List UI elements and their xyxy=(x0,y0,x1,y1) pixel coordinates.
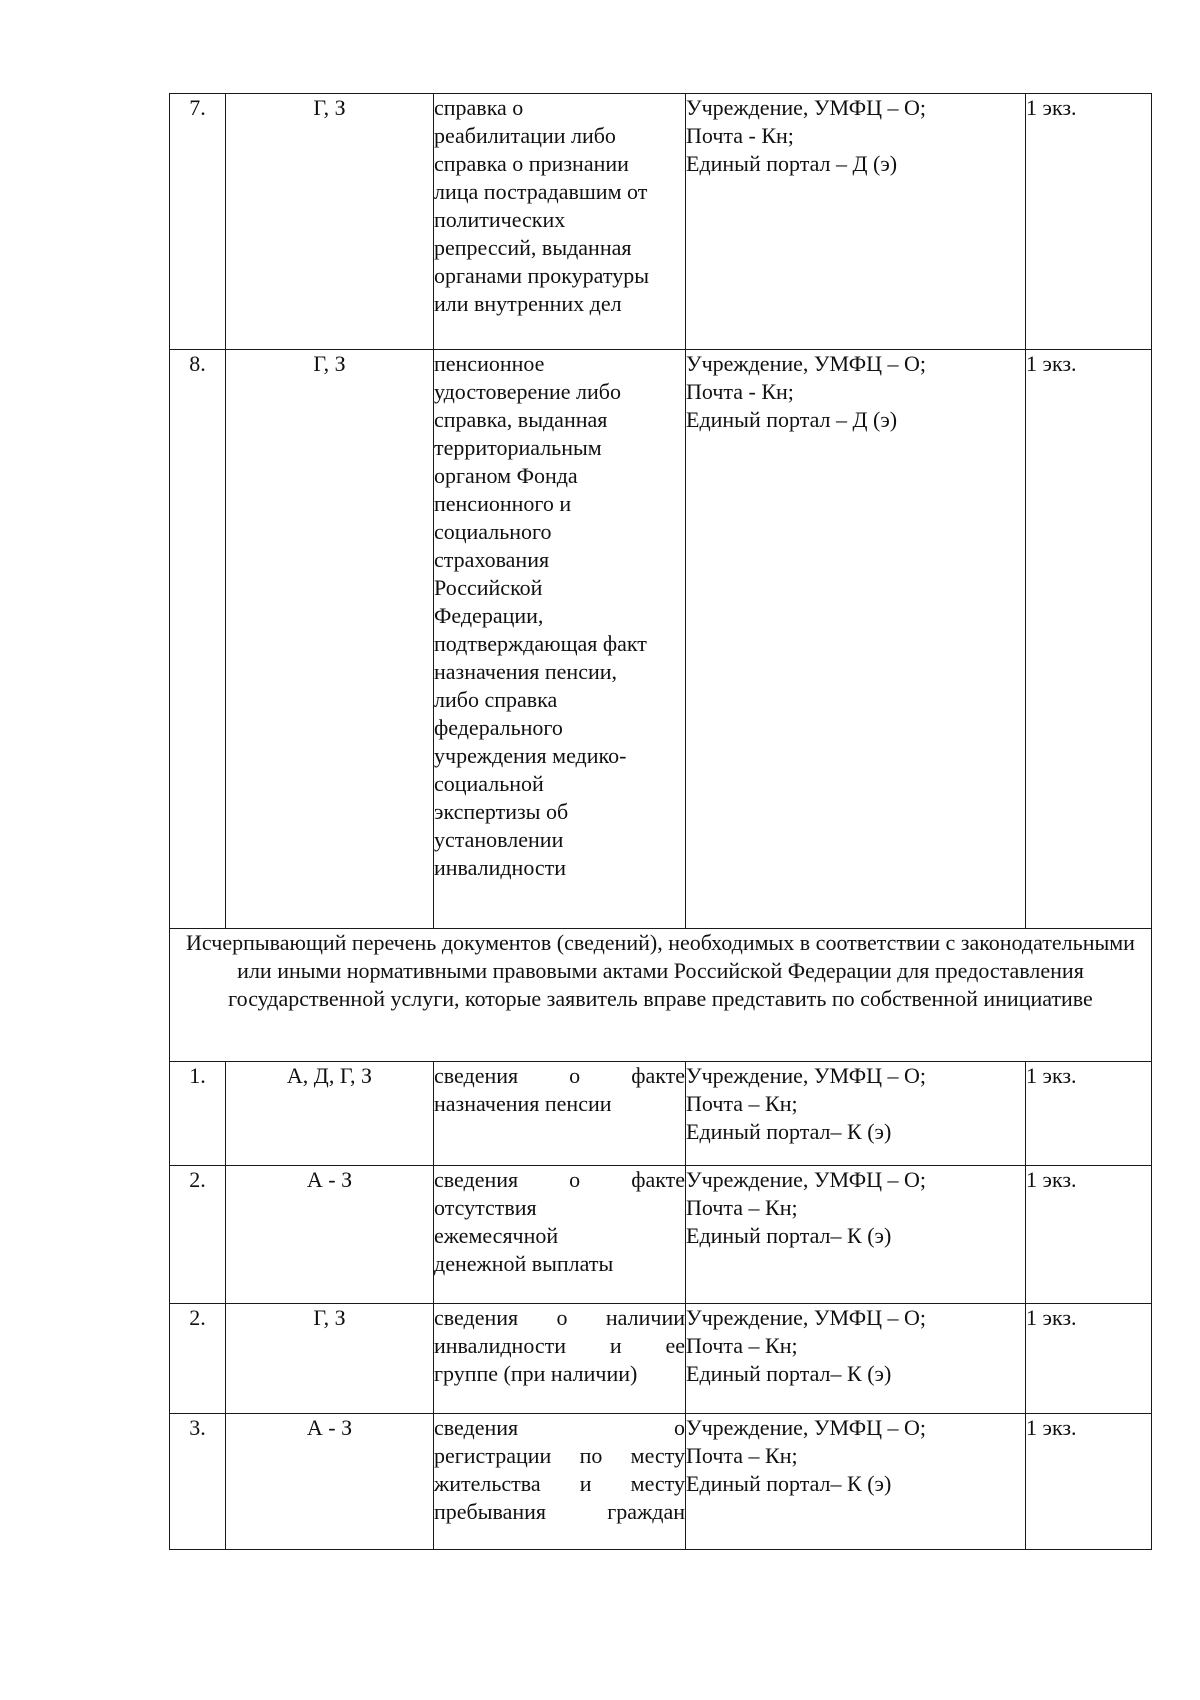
description-line: сведения о факте xyxy=(434,1063,685,1088)
description-line: социальной xyxy=(434,771,544,796)
source-line: Учреждение, УМФЦ – О; xyxy=(686,1167,926,1192)
description-line: экспертизы об xyxy=(434,799,569,824)
document-description xyxy=(434,1304,686,1414)
source-line: Учреждение, УМФЦ – О; xyxy=(686,95,926,120)
description-line: назначения пенсии xyxy=(434,1091,612,1116)
description-line: удостоверение либо xyxy=(434,379,621,404)
description-line: отсутствия xyxy=(434,1195,537,1220)
document-description xyxy=(434,350,686,929)
description-line: установлении xyxy=(434,827,564,852)
section-heading-row xyxy=(170,929,1152,1062)
source-line: Почта – Кн; xyxy=(686,1091,798,1116)
description-line: жительства и месту xyxy=(434,1471,685,1496)
source-line: Почта - Кн; xyxy=(686,123,794,148)
document-description xyxy=(434,1062,686,1166)
applicant-category: А - З xyxy=(226,1166,434,1304)
source-line: Почта – Кн; xyxy=(686,1443,798,1468)
description-line: справка о признании xyxy=(434,151,629,176)
description-line: учреждения медико- xyxy=(434,743,627,768)
table-row xyxy=(170,94,1152,350)
source-line: Почта – Кн; xyxy=(686,1195,798,1220)
submission-method xyxy=(686,94,1026,350)
source-line: Единый портал – Д (э) xyxy=(686,407,898,432)
description-line: назначения пенсии, xyxy=(434,659,618,684)
description-line: страхования xyxy=(434,547,550,572)
row-number: 2. xyxy=(170,1304,226,1414)
source-line: Учреждение, УМФЦ – О; xyxy=(686,1415,926,1440)
source-line: Почта - Кн; xyxy=(686,379,794,404)
section-heading: Исчерпывающий перечень документов (сведений), необходимых в соответствии с законодательными или иными нормативными правовыми актами Российской Федерации для предоставления государственной услуги, которые заявитель вправе представить по собственной инициативе xyxy=(170,929,1152,1062)
description-line: Российской xyxy=(434,575,543,600)
source-line: Единый портал– К (э) xyxy=(686,1119,892,1144)
quantity: 1 экз. xyxy=(1026,1166,1152,1304)
applicant-category: Г, З xyxy=(226,94,434,350)
applicant-category: А - З xyxy=(226,1414,434,1550)
quantity: 1 экз. xyxy=(1026,1304,1152,1414)
table-row xyxy=(170,1304,1152,1414)
submission-method xyxy=(686,1304,1026,1414)
description-line: денежной выплаты xyxy=(434,1251,614,1276)
description-line: группе (при наличии) xyxy=(434,1361,638,1386)
description-line: инвалидности xyxy=(434,855,567,880)
applicant-category: Г, З xyxy=(226,1304,434,1414)
description-line: репрессий, выданная xyxy=(434,235,632,260)
description-line: сведения о факте xyxy=(434,1167,685,1192)
description-line: справка, выданная xyxy=(434,407,608,432)
description-line: территориальным xyxy=(434,435,602,460)
document-description xyxy=(434,1166,686,1304)
source-line: Учреждение, УМФЦ – О; xyxy=(686,1305,926,1330)
description-line: органом Фонда xyxy=(434,463,578,488)
row-number: 3. xyxy=(170,1414,226,1550)
row-number: 1. xyxy=(170,1062,226,1166)
description-line: подтверждающая факт xyxy=(434,631,647,656)
submission-method xyxy=(686,1414,1026,1550)
description-line: регистрации по месту xyxy=(434,1443,685,1468)
description-line: пенсионного и xyxy=(434,491,572,516)
quantity: 1 экз. xyxy=(1026,94,1152,350)
description-line: или внутренних дел xyxy=(434,291,622,316)
row-number: 8. xyxy=(170,350,226,929)
table-row xyxy=(170,1062,1152,1166)
source-line: Единый портал– К (э) xyxy=(686,1223,892,1248)
source-line: Единый портал – Д (э) xyxy=(686,151,898,176)
description-line: либо справка xyxy=(434,687,558,712)
submission-method xyxy=(686,1166,1026,1304)
description-line: пребывания граждан xyxy=(434,1499,685,1524)
table-row xyxy=(170,1166,1152,1304)
table-row xyxy=(170,1414,1152,1550)
source-line: Единый портал– К (э) xyxy=(686,1361,892,1386)
description-line: реабилитации либо xyxy=(434,123,616,148)
row-number: 2. xyxy=(170,1166,226,1304)
documents-table xyxy=(169,93,1152,1550)
submission-method xyxy=(686,1062,1026,1166)
quantity: 1 экз. xyxy=(1026,1062,1152,1166)
document-description xyxy=(434,94,686,350)
description-line: федерального xyxy=(434,715,563,740)
source-line: Единый портал– К (э) xyxy=(686,1471,892,1496)
description-line: политических xyxy=(434,207,566,232)
source-line: Почта – Кн; xyxy=(686,1333,798,1358)
source-line: Учреждение, УМФЦ – О; xyxy=(686,351,926,376)
description-line: органами прокуратуры xyxy=(434,263,649,288)
description-line: социального xyxy=(434,519,552,544)
description-line: инвалидности и ее xyxy=(434,1333,685,1358)
quantity: 1 экз. xyxy=(1026,350,1152,929)
description-line: Федерации, xyxy=(434,603,544,628)
applicant-category: А, Д, Г, З xyxy=(226,1062,434,1166)
row-number: 7. xyxy=(170,94,226,350)
source-line: Учреждение, УМФЦ – О; xyxy=(686,1063,926,1088)
description-line: сведения о наличии xyxy=(434,1305,685,1330)
description-line: лица пострадавшим от xyxy=(434,179,648,204)
description-line: ежемесячной xyxy=(434,1223,559,1248)
applicant-category: Г, З xyxy=(226,350,434,929)
quantity: 1 экз. xyxy=(1026,1414,1152,1550)
description-line: пенсионное xyxy=(434,351,545,376)
document-description xyxy=(434,1414,686,1550)
description-line: сведения о xyxy=(434,1415,685,1440)
submission-method xyxy=(686,350,1026,929)
table-row xyxy=(170,350,1152,929)
description-line: справка о xyxy=(434,95,524,120)
